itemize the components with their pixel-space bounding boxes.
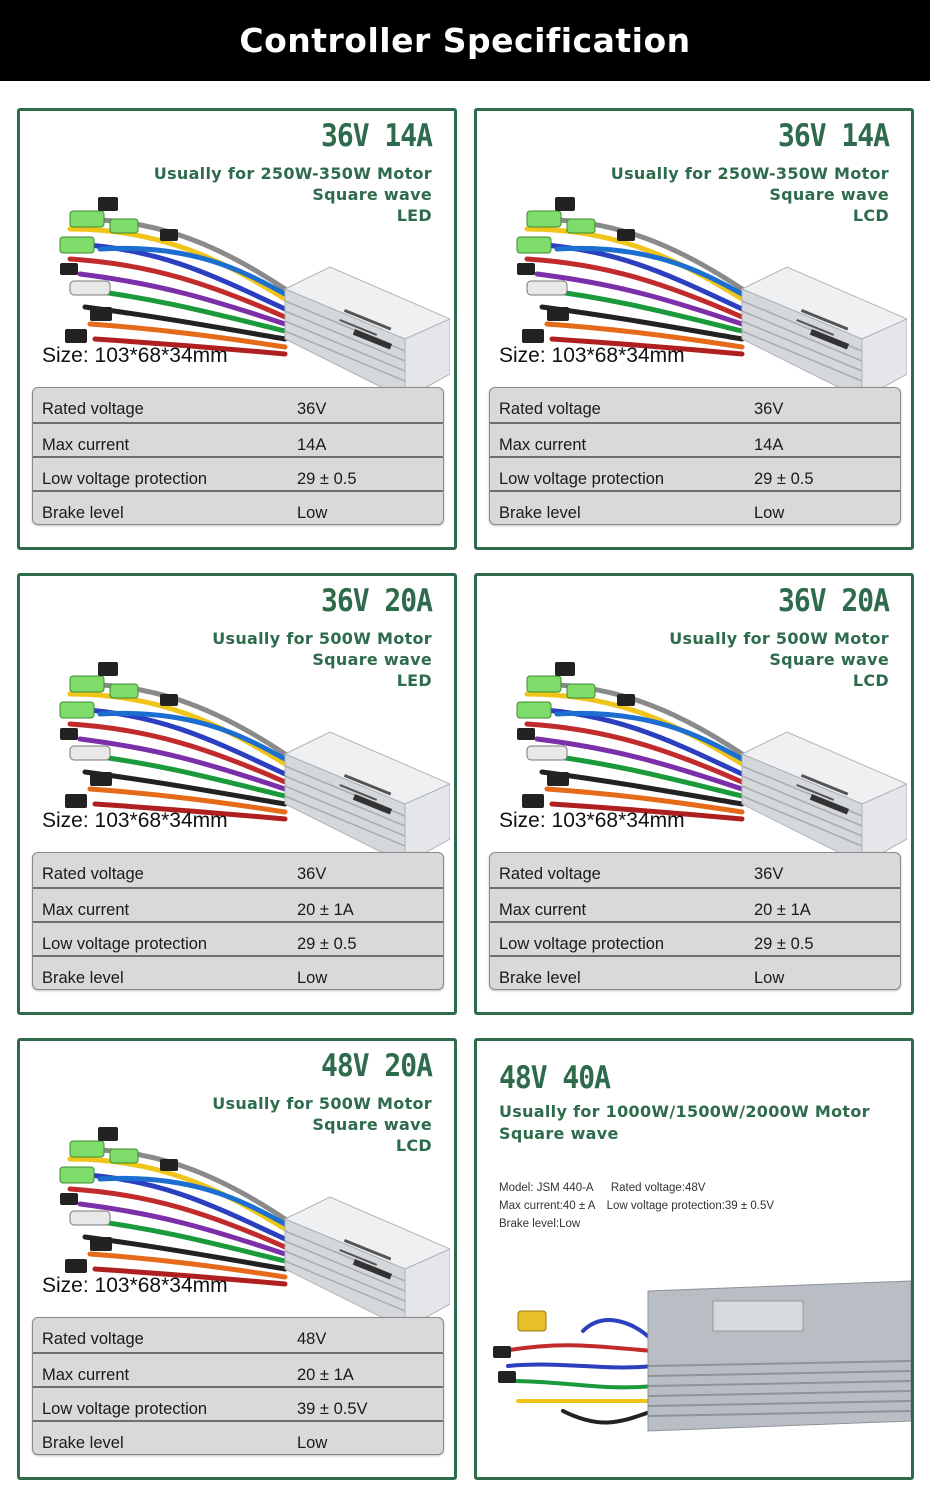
card-title: 36V 14A [320,117,432,154]
card-usage: Usually for 250W-350W Motor [153,164,432,183]
card-usage: Usually for 500W Motor [212,629,432,648]
table-row [33,1352,443,1386]
spec-value: Low [297,504,328,522]
spec-value: 14A [754,436,784,454]
spec-label: Rated voltage [499,865,601,883]
card-size: Size: 103*68*34mm [499,809,685,832]
spec-value: 20 ± 1A [297,1366,354,1384]
card-wave: Square wave [769,650,889,669]
table-row [490,921,900,955]
table-row [33,456,443,490]
table-row [33,853,443,887]
table-row [33,955,443,989]
page-header [0,0,930,81]
spec-value: 29 ± 0.5 [754,470,814,488]
spec-value: 36V [297,865,327,883]
spec-value: 29 ± 0.5 [297,935,357,953]
spec-label: Low voltage protection [42,935,208,953]
table-row [490,853,900,887]
spec-value: Low [297,1434,328,1452]
card-size: Size: 103*68*34mm [42,1274,228,1297]
table-row [490,887,900,921]
table-row [33,1318,443,1352]
controller-card [17,573,457,1015]
spec-value: 48V [297,1330,327,1348]
card-wave: Square wave [312,650,432,669]
card-title: 48V 40A [499,1059,611,1096]
card-usage: Usually for 500W Motor [212,1094,432,1113]
card-description [499,1101,870,1145]
spec-table [32,1317,444,1455]
card-wave: Square wave [769,185,889,204]
card-size: Size: 103*68*34mm [42,809,228,832]
spec-value: 36V [754,400,784,418]
card-display: LCD [395,1136,432,1155]
table-row [33,887,443,921]
table-row [490,490,900,524]
card-title: 36V 20A [777,582,889,619]
spec-value: 39 ± 0.5V [297,1400,368,1418]
spec-label: Brake level [42,1434,124,1452]
spec-value: 36V [297,400,327,418]
spec-rated-voltage: Rated voltage:48V [610,1182,706,1194]
spec-value: Low [754,969,785,987]
table-row [490,955,900,989]
spec-text [499,1179,788,1233]
spec-label: Brake level [42,504,124,522]
spec-value: Low [297,969,328,987]
card-wave: Square wave [499,1124,619,1143]
controller-card [474,108,914,550]
spec-table [489,852,901,990]
table-row [33,490,443,524]
spec-line [499,1197,788,1215]
spec-label: Brake level [42,969,124,987]
table-row [490,422,900,456]
card-display: LCD [852,671,889,690]
spec-table [32,387,444,525]
spec-label: Rated voltage [42,865,144,883]
spec-label: Max current [42,1366,130,1384]
spec-model: Model: JSM 440-A [499,1182,594,1194]
table-row [490,388,900,422]
spec-line [499,1179,788,1197]
spec-table [32,852,444,990]
card-wave: Square wave [312,185,432,204]
spec-value: 20 ± 1A [297,901,354,919]
spec-value: 14A [297,436,327,454]
card-size: Size: 103*68*34mm [499,344,685,367]
table-row [33,1420,443,1454]
card-usage: Usually for 1000W/1500W/2000W Motor [499,1102,870,1121]
spec-label: Low voltage protection [42,470,208,488]
table-row [33,422,443,456]
spec-label: Brake level [499,504,581,522]
spec-label: Max current [42,901,130,919]
controller-card [474,573,914,1015]
spec-label: Low voltage protection [499,470,665,488]
spec-value: 29 ± 0.5 [297,470,357,488]
card-title: 48V 20A [320,1047,432,1084]
table-row [33,1386,443,1420]
spec-label: Low voltage protection [42,1400,208,1418]
card-size: Size: 103*68*34mm [42,344,228,367]
card-usage: Usually for 250W-350W Motor [610,164,889,183]
table-row [33,388,443,422]
spec-label: Rated voltage [42,400,144,418]
spec-value: 36V [754,865,784,883]
spec-label: Max current [499,901,587,919]
spec-label: Brake level [499,969,581,987]
page-title: Controller Specification [239,21,691,60]
card-display: LCD [852,206,889,225]
spec-value: Low [754,504,785,522]
controller-card-48v40a [474,1038,914,1480]
spec-line [499,1215,788,1233]
spec-max-current: Max current:40 ± A [499,1200,596,1212]
card-display: LED [396,671,432,690]
card-title: 36V 20A [320,582,432,619]
spec-table [489,387,901,525]
controller-card [17,1038,457,1480]
spec-value: 29 ± 0.5 [754,935,814,953]
table-row [33,921,443,955]
card-usage: Usually for 500W Motor [669,629,889,648]
spec-label: Max current [499,436,587,454]
table-row [490,456,900,490]
controller-card [17,108,457,550]
controller-image [483,1271,911,1471]
spec-label: Max current [42,436,130,454]
spec-low-voltage-protection: Low voltage protection:39 ± 0.5V [606,1200,775,1212]
spec-label: Rated voltage [42,1330,144,1348]
spec-brake-level: Brake level:Low [499,1218,581,1230]
card-wave: Square wave [312,1115,432,1134]
card-title: 36V 14A [777,117,889,154]
spec-value: 20 ± 1A [754,901,811,919]
spec-label: Rated voltage [499,400,601,418]
spec-label: Low voltage protection [499,935,665,953]
card-display: LED [396,206,432,225]
